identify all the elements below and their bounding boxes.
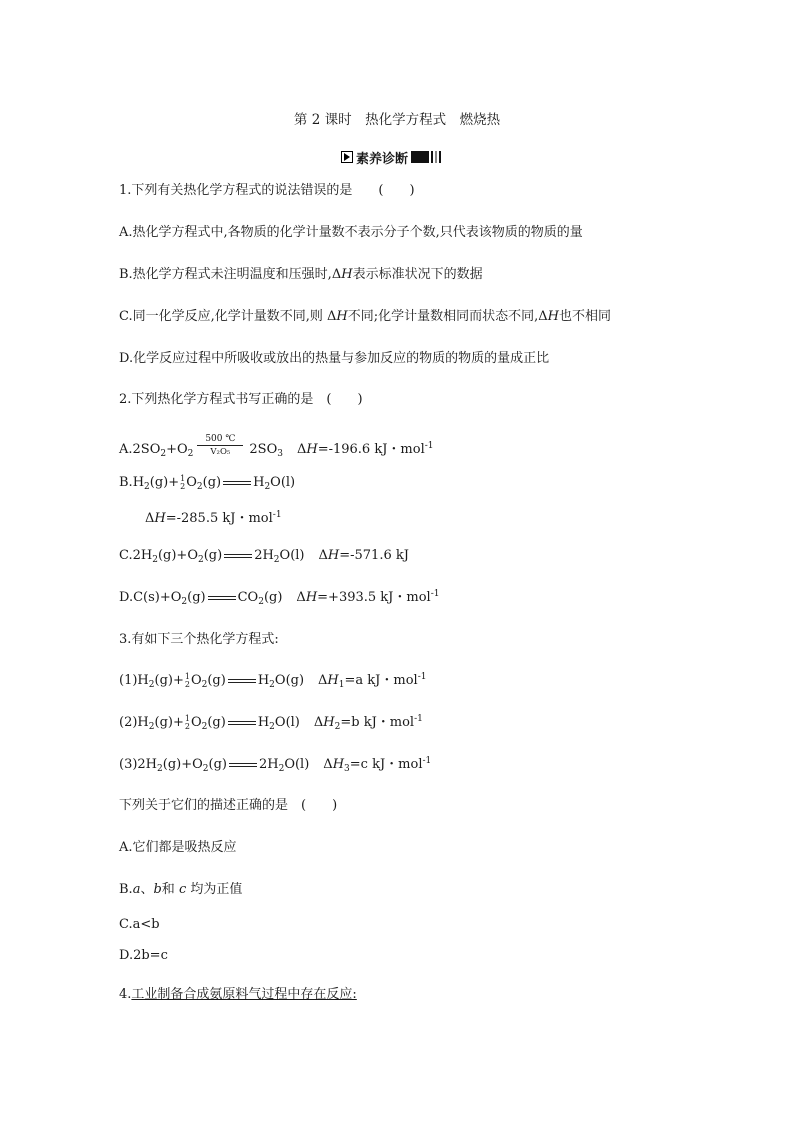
q1-option-c: C.同一化学反应,化学计量数不同,则 ΔH不同;化学计量数相同而状态不同,ΔH也不相同 (119, 309, 612, 324)
q1-option-b: B.热化学方程式未注明温度和压强时,ΔH表示标准状况下的数据 (119, 267, 483, 282)
q2-option-d: $D.C(s)+O_2(g)$ $CO_2(g)$ ΔH=+393.5 kJ・mol$^{-1}$ (119, 589, 440, 607)
q4-stem: 4.工业制备合成氨原料气过程中存在反应: (119, 987, 357, 1002)
q2-option-b: $B.H_2(g)+$ 1 2 $O_2(g)$ $H_2O(l)$ (119, 473, 296, 492)
section-banner (341, 149, 441, 165)
q2-option-a: $A.2SO_2+O_2$ $\frac{500 ℃}{\text{V₂O₅}}$ $2SO_3$ ΔH=-196.6 kJ・mol$^{-1}$ (119, 434, 434, 459)
q1-stem: 1.下列有关热化学方程式的说法错误的是 ( ) (119, 183, 415, 198)
q2-option-b-dh: ΔH=-285.5 kJ・mol$^{-1}$ (145, 510, 282, 526)
q2-stem: 2.下列热化学方程式书写正确的是 ( ) (119, 392, 363, 407)
q3-equation-1: $(1)H_2(g)+$ 1 2 $O_2(g)$ $H_2O(g)$ $\Delta H_1=a$ kJ・mol$^{-1}$ (119, 671, 427, 690)
q3-equation-2: $(2)H_2(g)+$ 1 2 $O_2(g)$ $H_2O(l)$ $\Delta H_2=b$ kJ・mol$^{-1}$ (119, 713, 423, 732)
banner-label: 素养诊断 (356, 151, 409, 167)
q3-option-c: C.a<b (119, 917, 160, 932)
reaction-condition: $\frac{500 ℃}{\text{V₂O₅}}$ (197, 433, 243, 458)
q2-option-c: $C.2H_2(g)+O_2(g)$ $2H_2O(l)$ ΔH=-571.6 kJ (119, 548, 409, 565)
q3-option-a: A.它们都是吸热反应 (119, 840, 237, 855)
q3-option-d: D.2b=c (119, 948, 168, 963)
play-icon (341, 151, 353, 163)
q1-option-a: A.热化学方程式中,各物质的化学计量数不表示分子个数,只代表该物质的物质的量 (119, 225, 583, 240)
q3-stem: 3.有如下三个热化学方程式: (119, 632, 279, 647)
q3-option-b: B.a、b和 c 均为正值 (119, 882, 243, 897)
q1-option-d: D.化学反应过程中所吸收或放出的热量与参加反应的物质的物质的量成正比 (119, 351, 550, 366)
page-title: 第 2 课时 热化学方程式 燃烧热 (293, 112, 501, 128)
banner-bars-decoration (411, 151, 441, 163)
q3-equation-3: $(3)2H_2(g)+O_2(g)$ $2H_2O(l)$ $\Delta H_3=c$ kJ・mol$^{-1}$ (119, 756, 432, 774)
q3-question: 下列关于它们的描述正确的是 ( ) (119, 798, 338, 813)
